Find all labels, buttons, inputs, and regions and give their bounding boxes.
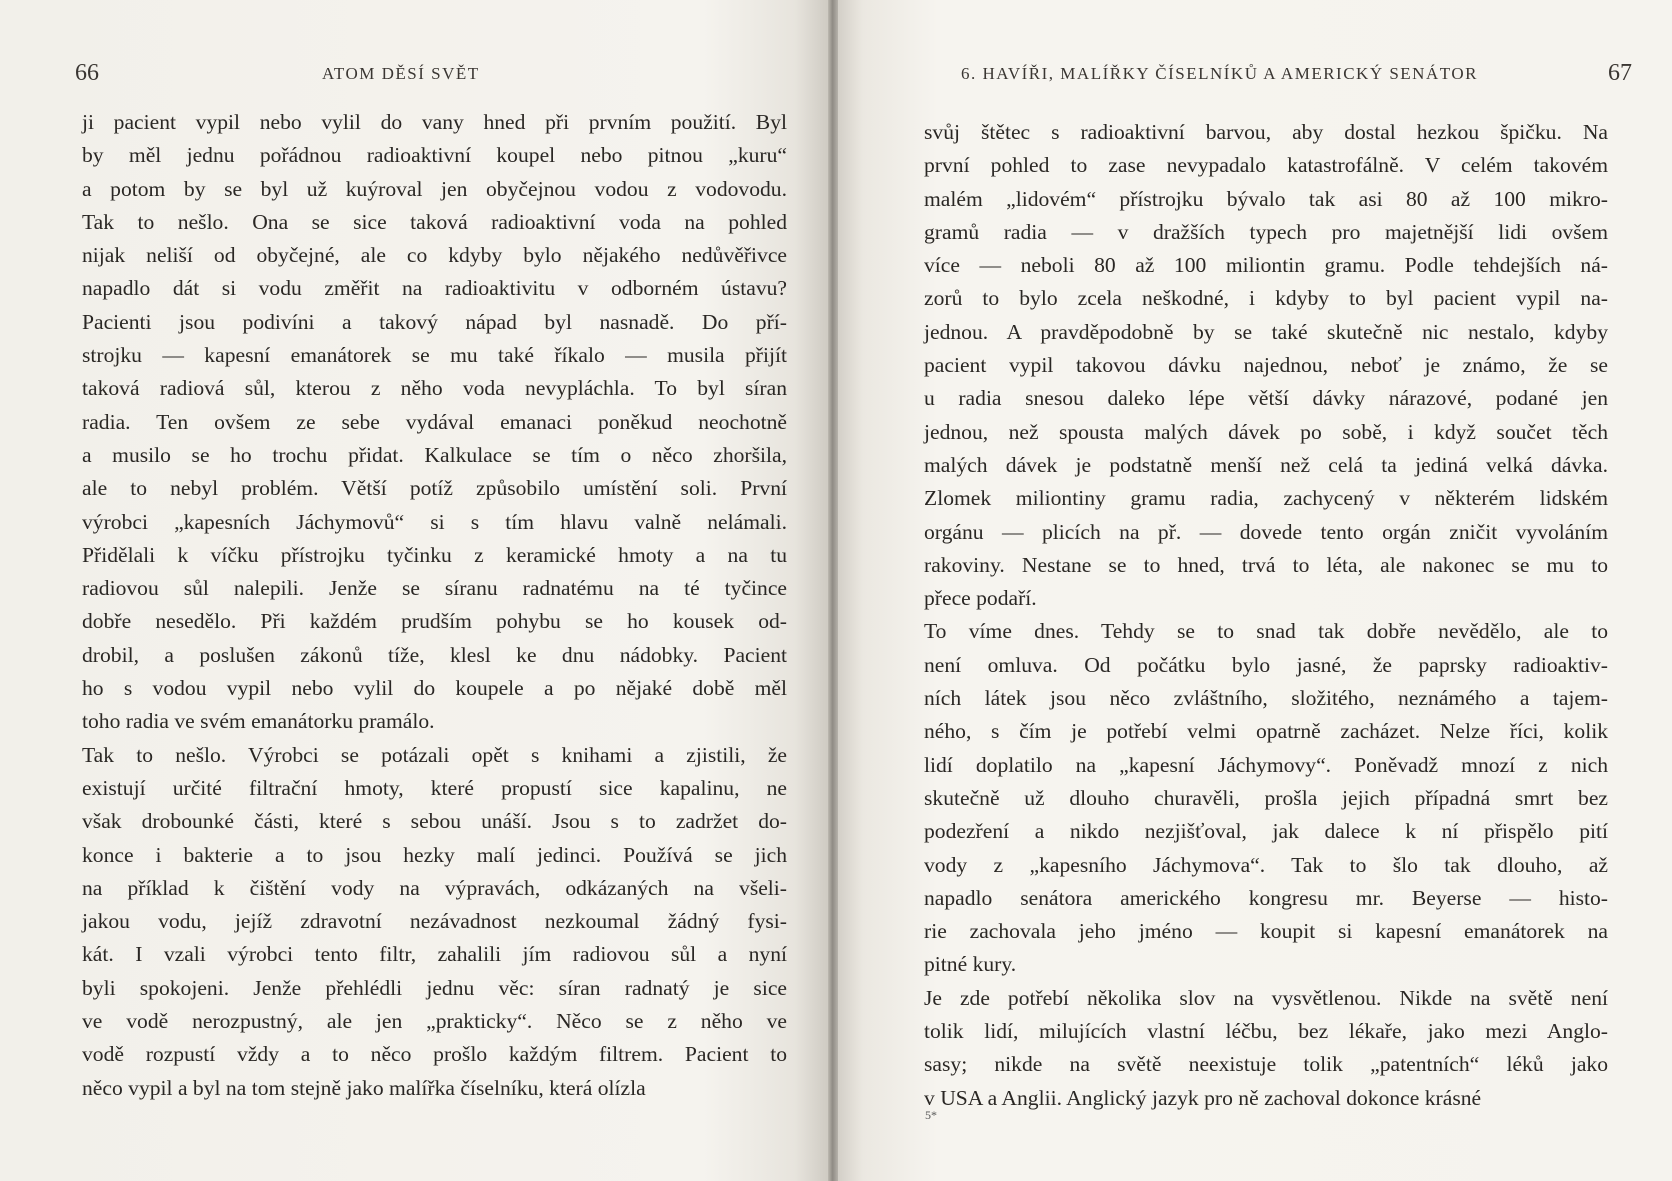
text-line: Tak to nešlo. Výrobci se potázali opět s knihami a zjistili, že (82, 742, 787, 767)
text-line: ji pacient vypil nebo vylil do vany hned při prvním použití. Byl (82, 110, 787, 134)
text-line: ale to nebyl problém. Větší potíž způsobilo umístění soli. První (82, 476, 787, 501)
text-line: radia. Ten ovšem ze sebe vydával emanaci poněkud neochotně (82, 409, 787, 434)
text-line: pacient vypil takovou dávku najednou, neboť je známo, že se (924, 353, 1608, 378)
body-text-left (82, 106, 787, 1105)
text-line: ních látek jsou něco zvláštního, složitého, neznámého a tajem- (924, 686, 1608, 711)
text-line: na příklad k čištění vody na výpravách, odkázaných na všeli- (82, 875, 787, 900)
text-line: něco vypil a byl na tom stejně jako malířka číselníku, která olízla (82, 1075, 646, 1100)
text-line: dobře nesedělo. Při každém prudším pohybu se ho kousek od- (82, 609, 787, 634)
text-line: byli spokojeni. Jenže přehlédli jednu věc: síran radnatý je sice (82, 975, 787, 1000)
text-line: lidí doplatilo na „kapesní Jáchymovy“. Poněvadž mnozí z nich (924, 752, 1608, 777)
text-line: v USA a Anglii. Anglický jazyk pro ně zachoval dokonce krásné (924, 1085, 1482, 1110)
text-line: napadlo dát si vodu změřit na radioaktivitu v odborném ústavu? (82, 276, 787, 301)
text-line: kát. I vzali výrobci tento filtr, zahalili jím radiovou sůl a nyní (82, 942, 787, 967)
book-gutter (828, 0, 838, 1181)
text-line: vody z „kapesního Jáchymova“. Tak to šlo tak dlouho, až (924, 852, 1608, 877)
body-text-right (924, 116, 1608, 1115)
text-line: u radia snesou daleko lépe větší dávky nárazové, podané jen (924, 386, 1608, 411)
right-page (838, 0, 1672, 1181)
text-line: rie zachovala jeho jméno — koupit si kapesní emanátorek na (924, 919, 1608, 944)
text-line: rakoviny. Nestane se to hned, trvá to léta, ale nakonec se mu to (924, 552, 1608, 577)
text-line: není omluva. Od počátku bylo jasné, že paprsky radioaktiv- (924, 652, 1608, 677)
text-line: taková radiová sůl, kterou z něho voda nevypláchla. To byl síran (82, 376, 787, 401)
text-line: ného, s čím je potřebí velmi opatrně zacházet. Nelze říci, kolik (924, 719, 1608, 744)
text-line: toho radia ve svém emanátorku pramálo. (82, 709, 435, 734)
text-line: jakou vodu, jejíž zdravotní nezávadnost nezkoumal žádný fysi- (82, 909, 787, 934)
text-line: podezření a nikdo nezjišťoval, jak dalece k ní přispělo pití (924, 819, 1608, 844)
text-line: radiovou sůl nalepili. Jenže se síranu radnatému na té tyčince (82, 576, 787, 601)
signature-mark: 5* (925, 1108, 937, 1122)
text-line: jednou. A pravděpodobně by se také skutečně nic nestalo, kdyby (924, 319, 1608, 344)
text-line: To víme dnes. Tehdy se to snad tak dobře nevědělo, ale to (924, 619, 1608, 644)
text-line: malých dávek je podstatně menší než celá ta jediná velká dávka. (924, 452, 1608, 477)
text-line: více — neboli 80 až 100 miliontin gramu. Podle tehdejších ná- (924, 253, 1608, 278)
text-line: by měl jednu pořádnou radioaktivní koupel nebo pitnou „kuru“ (82, 143, 787, 168)
text-line: zorů to bylo zcela neškodné, i kdyby to byl pacient vypil na- (924, 286, 1608, 311)
page-number-left: 66 (75, 60, 99, 86)
text-line: existují určité filtrační hmoty, které propustí sice kapalinu, ne (82, 775, 787, 800)
text-line: Tak to nešlo. Ona se sice taková radioaktivní voda na pohled (82, 209, 787, 234)
text-line: sasy; nikde na světě neexistuje tolik „patentních“ léků jako (924, 1052, 1608, 1077)
text-line: Pacienti jsou podivíni a takový nápad byl nasnadě. Do pří- (82, 309, 787, 334)
text-line: ve vodě nerozpustný, ale jen „prakticky“. Něco se z něho ve (82, 1009, 787, 1034)
text-line: vodě rozpustí vždy a to něco prošlo každým filtrem. Pacient to (82, 1042, 787, 1067)
text-line: orgánu — plicích na př. — dovede tento orgán zničit vyvoláním (924, 519, 1608, 544)
text-line: a potom by se byl už kuýroval jen obyčejnou vodou z vodovodu. (82, 176, 787, 201)
text-line: ho s vodou vypil nebo vylil do koupele a po nějaké době měl (82, 676, 787, 701)
text-line: konce i bakterie a to jsou hezky malí jedinci. Používá se jich (82, 842, 787, 867)
text-line: Přidělali k víčku přístrojku tyčinku z keramické hmoty a na tu (82, 542, 787, 567)
text-line: pitné kury. (924, 952, 1017, 977)
text-line: a musilo se ho trochu přidat. Kalkulace se tím o něco zhoršila, (82, 442, 787, 467)
text-line: tolik lidí, milujících vlastní léčbu, bez lékaře, jako mezi Anglo- (924, 1019, 1608, 1044)
left-page (0, 0, 828, 1181)
text-line: výrobci „kapesních Jáchymovů“ si s tím hlavu valně nelámali. (82, 509, 787, 534)
text-line: Zlomek miliontiny gramu radia, zachycený v některém lidském (924, 486, 1608, 511)
text-line: malém „lidovém“ přístrojku bývalo tak asi 80 až 100 mikro- (924, 186, 1608, 211)
text-line: svůj štětec s radioaktivní barvou, aby dostal hezkou špičku. Na (924, 120, 1608, 144)
page-number-right: 67 (1608, 60, 1632, 86)
text-line: nijak neliší od obyčejné, ale co kdyby bylo nějakého nedůvěřivce (82, 243, 787, 268)
text-line: však drobounké části, které s sebou unáší. Jsou s to zadržet do- (82, 809, 787, 834)
text-line: Je zde potřebí několika slov na vysvětlenou. Nikde na světě není (924, 985, 1608, 1010)
running-head-right: 6. HAVÍŘI, MALÍŘKY ČÍSELNÍKŮ A AMERICKÝ SENÁTOR (961, 64, 1478, 83)
text-line: napadlo senátora amerického kongresu mr. Beyerse — histo- (924, 885, 1608, 910)
text-line: strojku — kapesní emanátorek se mu také říkalo — musila přijít (82, 343, 787, 368)
text-line: jednou, než spousta malých dávek po sobě, i když součet těch (924, 419, 1608, 444)
text-line: skutečně už dlouho churavěli, prošla jejich případná smrt bez (924, 785, 1608, 810)
text-line: první pohled to zase nevypadalo katastrofálně. V celém takovém (924, 153, 1608, 178)
text-line: drobil, a poslušen zákonů tíže, klesl ke dnu nádobky. Pacient (82, 642, 787, 667)
text-line: gramů radia — v dražších typech pro majetnější lidi ovšem (924, 219, 1608, 244)
running-head-left: ATOM DĚSÍ SVĚT (322, 64, 480, 83)
text-line: přece podaří. (924, 586, 1037, 611)
